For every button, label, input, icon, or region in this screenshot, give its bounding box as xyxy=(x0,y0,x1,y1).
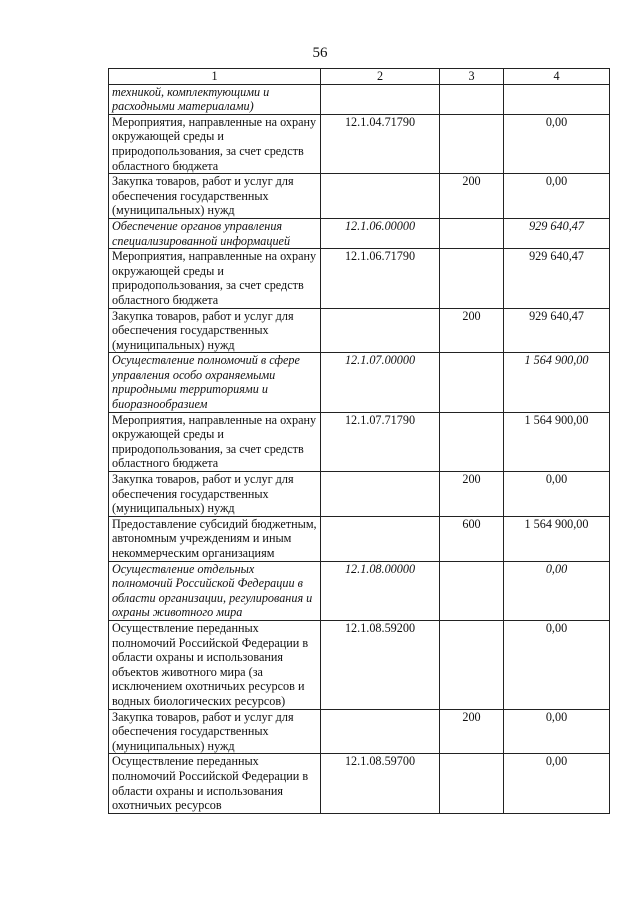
cell-name: Закупка товаров, работ и услуг для обеспечения государственных (муниципальных) нужд xyxy=(109,472,321,517)
cell-code xyxy=(321,84,440,114)
table-row xyxy=(109,353,610,412)
cell-type: 200 xyxy=(440,308,504,353)
cell-type xyxy=(440,84,504,114)
table-row xyxy=(109,754,610,813)
table-row xyxy=(109,620,610,709)
cell-amount: 1 564 900,00 xyxy=(504,516,610,561)
table-row xyxy=(109,308,610,353)
column-header-1: 1 xyxy=(109,69,321,85)
cell-amount: 0,00 xyxy=(504,620,610,709)
table-row xyxy=(109,174,610,219)
cell-type xyxy=(440,353,504,412)
cell-type: 200 xyxy=(440,472,504,517)
cell-code xyxy=(321,709,440,754)
cell-code: 12.1.06.00000 xyxy=(321,218,440,248)
cell-amount: 0,00 xyxy=(504,114,610,173)
cell-name: Закупка товаров, работ и услуг для обеспечения государственных (муниципальных) нужд xyxy=(109,174,321,219)
table-row xyxy=(109,516,610,561)
cell-type xyxy=(440,561,504,620)
cell-code xyxy=(321,174,440,219)
cell-type xyxy=(440,754,504,813)
cell-code: 12.1.08.59200 xyxy=(321,620,440,709)
cell-name: Осуществление переданных полномочий Российской Федерации в области охраны и использования объектов животного мира (за исключением охотничьих ресурсов и водных биологических ресурсов) xyxy=(109,620,321,709)
cell-amount: 0,00 xyxy=(504,561,610,620)
table-row xyxy=(109,249,610,308)
cell-code: 12.1.07.71790 xyxy=(321,412,440,471)
cell-type: 200 xyxy=(440,174,504,219)
table-header-row xyxy=(109,69,610,85)
cell-name: Закупка товаров, работ и услуг для обеспечения государственных (муниципальных) нужд xyxy=(109,709,321,754)
table-row xyxy=(109,472,610,517)
cell-type xyxy=(440,412,504,471)
cell-type xyxy=(440,249,504,308)
column-header-3: 3 xyxy=(440,69,504,85)
cell-code xyxy=(321,472,440,517)
cell-amount: 1 564 900,00 xyxy=(504,412,610,471)
table-body xyxy=(109,84,610,813)
cell-code xyxy=(321,516,440,561)
cell-code: 12.1.08.59700 xyxy=(321,754,440,813)
cell-name: Мероприятия, направленные на охрану окружающей среды и природопользования, за счет средств областного бюджета xyxy=(109,114,321,173)
cell-name: Предоставление субсидий бюджетным, автономным учреждениям и иным некоммерческим организациям xyxy=(109,516,321,561)
cell-type: 200 xyxy=(440,709,504,754)
cell-code xyxy=(321,308,440,353)
page-number: 56 xyxy=(312,45,328,61)
cell-type xyxy=(440,218,504,248)
cell-name: Осуществление отдельных полномочий Российской Федерации в области организации, регулирования и охраны животного мира xyxy=(109,561,321,620)
cell-code: 12.1.08.00000 xyxy=(321,561,440,620)
cell-amount xyxy=(504,84,610,114)
cell-amount: 0,00 xyxy=(504,709,610,754)
cell-name: Закупка товаров, работ и услуг для обеспечения государственных (муниципальных) нужд xyxy=(109,308,321,353)
cell-name: Осуществление полномочий в сфере управления особо охраняемыми природными территориями и биоразнообразием xyxy=(109,353,321,412)
cell-code: 12.1.04.71790 xyxy=(321,114,440,173)
table-row xyxy=(109,218,610,248)
cell-amount: 0,00 xyxy=(504,472,610,517)
cell-name: техникой, комплектующими и расходными материалами) xyxy=(109,84,321,114)
table-row xyxy=(109,412,610,471)
cell-code: 12.1.07.00000 xyxy=(321,353,440,412)
cell-name: Осуществление переданных полномочий Российской Федерации в области охраны и использования охотничьих ресурсов xyxy=(109,754,321,813)
table-row xyxy=(109,561,610,620)
cell-amount: 929 640,47 xyxy=(504,249,610,308)
cell-name: Мероприятия, направленные на охрану окружающей среды и природопользования, за счет средств областного бюджета xyxy=(109,412,321,471)
column-header-4: 4 xyxy=(504,69,610,85)
table-row xyxy=(109,84,610,114)
cell-type: 600 xyxy=(440,516,504,561)
column-header-2: 2 xyxy=(321,69,440,85)
cell-amount: 0,00 xyxy=(504,754,610,813)
table-row xyxy=(109,114,610,173)
cell-amount: 0,00 xyxy=(504,174,610,219)
table-row xyxy=(109,709,610,754)
cell-amount: 929 640,47 xyxy=(504,308,610,353)
cell-name: Мероприятия, направленные на охрану окружающей среды и природопользования, за счет средств областного бюджета xyxy=(109,249,321,308)
cell-amount: 1 564 900,00 xyxy=(504,353,610,412)
cell-code: 12.1.06.71790 xyxy=(321,249,440,308)
cell-type xyxy=(440,114,504,173)
cell-name: Обеспечение органов управления специализированной информацией xyxy=(109,218,321,248)
cell-type xyxy=(440,620,504,709)
budget-table xyxy=(108,68,610,814)
cell-amount: 929 640,47 xyxy=(504,218,610,248)
